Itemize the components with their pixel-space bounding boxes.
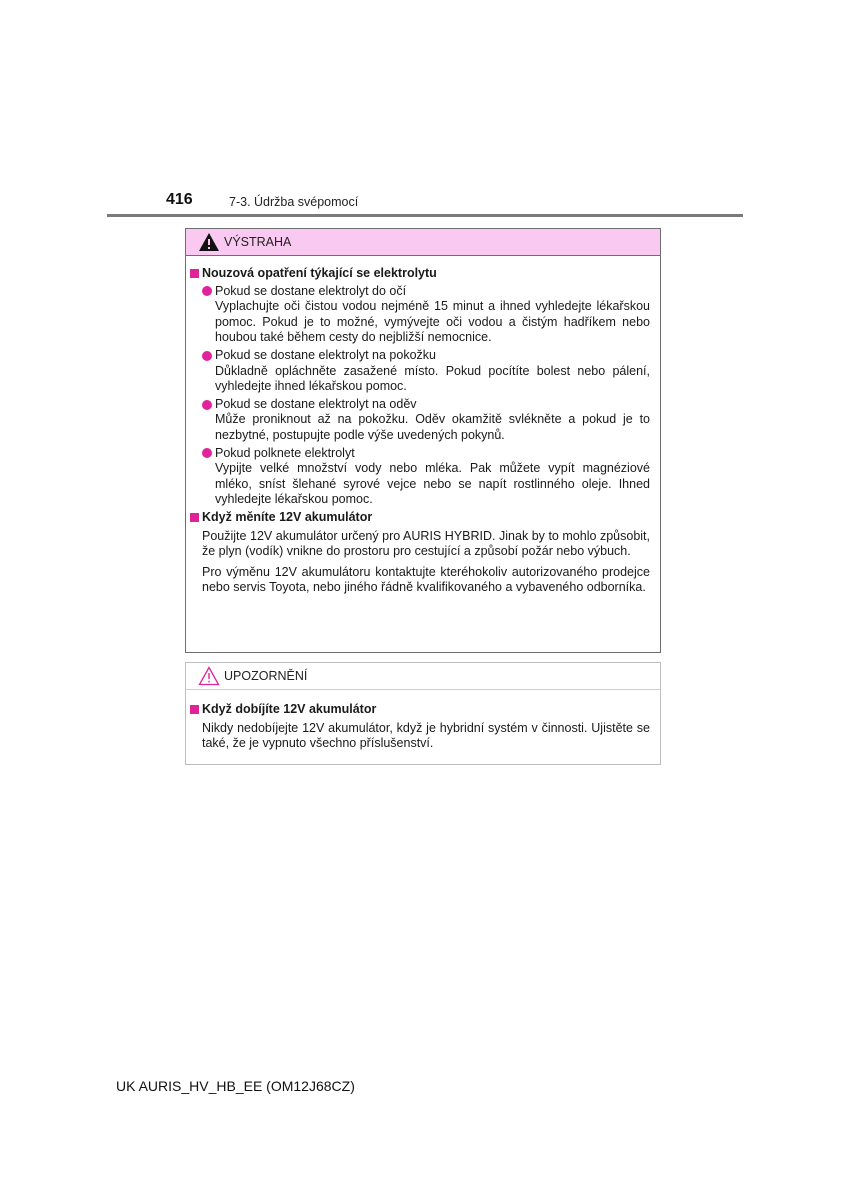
item-text: Důkladně opláchněte zasažené místo. Pokud pocítíte bolest nebo pálení, vyhledejte ihned lékařskou pomoc. <box>215 363 650 394</box>
item-heading-text: Pokud polknete elektrolyt <box>215 445 355 460</box>
round-bullet-icon <box>202 448 212 458</box>
section-heading-text: Když dobíjíte 12V akumulátor <box>202 702 377 716</box>
warning-box-header <box>186 229 660 256</box>
square-bullet-icon <box>190 269 199 278</box>
section-paragraph: Použijte 12V akumulátor určený pro AURIS HYBRID. Jinak by to mohlo způsobit, že plyn (vodík) vnikne do prostoru pro cestující a způsobí požár nebo výbuch. <box>202 528 650 559</box>
item-heading <box>202 446 660 462</box>
header-rule <box>107 214 743 217</box>
section-heading <box>190 702 660 718</box>
caution-box <box>185 662 661 765</box>
caution-title: UPOZORNĚNÍ <box>224 669 308 683</box>
square-bullet-icon <box>190 513 199 522</box>
item-text: Vypijte velké množství vody nebo mléka. Pak můžete vypít magnéziové mléko, sníst šlehané syrové vejce nebo se napít rostlinného oleje. Ihned vyhledejte lékařskou pomoc. <box>215 461 650 507</box>
section-heading <box>190 266 660 282</box>
warning-box <box>185 228 661 653</box>
caution-triangle-icon <box>198 666 220 686</box>
caution-box-header <box>186 663 660 690</box>
item-heading-text: Pokud se dostane elektrolyt na oděv <box>215 396 417 411</box>
item-heading-text: Pokud se dostane elektrolyt na pokožku <box>215 347 436 362</box>
list-item <box>202 397 660 444</box>
warning-title: VÝSTRAHA <box>224 235 292 249</box>
item-heading-text: Pokud se dostane elektrolyt do očí <box>215 283 407 298</box>
section-paragraph: Pro výměnu 12V akumulátoru kontaktujte kteréhokoliv autorizovaného prodejce nebo servis Toyota, nebo jiného řádně kvalifikovaného a vybaveného odborníka. <box>202 564 650 595</box>
item-heading <box>202 348 660 364</box>
list-item <box>202 348 660 395</box>
section-heading-text: Nouzová opatření týkající se elektrolytu <box>202 266 437 280</box>
round-bullet-icon <box>202 351 212 361</box>
round-bullet-icon <box>202 400 212 410</box>
section-heading <box>190 510 660 526</box>
footer-code: UK AURIS_HV_HB_EE (OM12J68CZ) <box>116 1078 355 1094</box>
list-item <box>202 284 660 346</box>
item-text: Vyplachujte oči čistou vodou nejméně 15 minut a ihned vyhledejte lékařskou pomoc. Pokud je to možné, vymývejte oči vodou a čistým hadříkem nebo houbou také během cesty do nejbližší nemocnice. <box>215 299 650 345</box>
section-heading-text: Když měníte 12V akumulátor <box>202 509 373 524</box>
round-bullet-icon <box>202 286 212 296</box>
section-paragraph: Nikdy nedobíjejte 12V akumulátor, když je hybridní systém v činnosti. Ujistěte se také, že je vypnuto všechno příslušenství. <box>202 720 650 751</box>
square-bullet-icon <box>190 705 199 714</box>
caution-body <box>186 690 660 752</box>
item-heading <box>202 284 660 300</box>
warning-triangle-icon <box>198 232 220 252</box>
page-number: 416 <box>166 191 193 208</box>
item-text: Může proniknout až na pokožku. Oděv okamžitě svlékněte a pokud je to nezbytné, postupujte podle výše uvedených pokynů. <box>215 412 650 442</box>
list-item <box>202 446 660 508</box>
warning-body <box>186 256 660 596</box>
item-heading <box>202 397 660 413</box>
section-title: 7-3. Údržba svépomocí <box>229 195 359 209</box>
